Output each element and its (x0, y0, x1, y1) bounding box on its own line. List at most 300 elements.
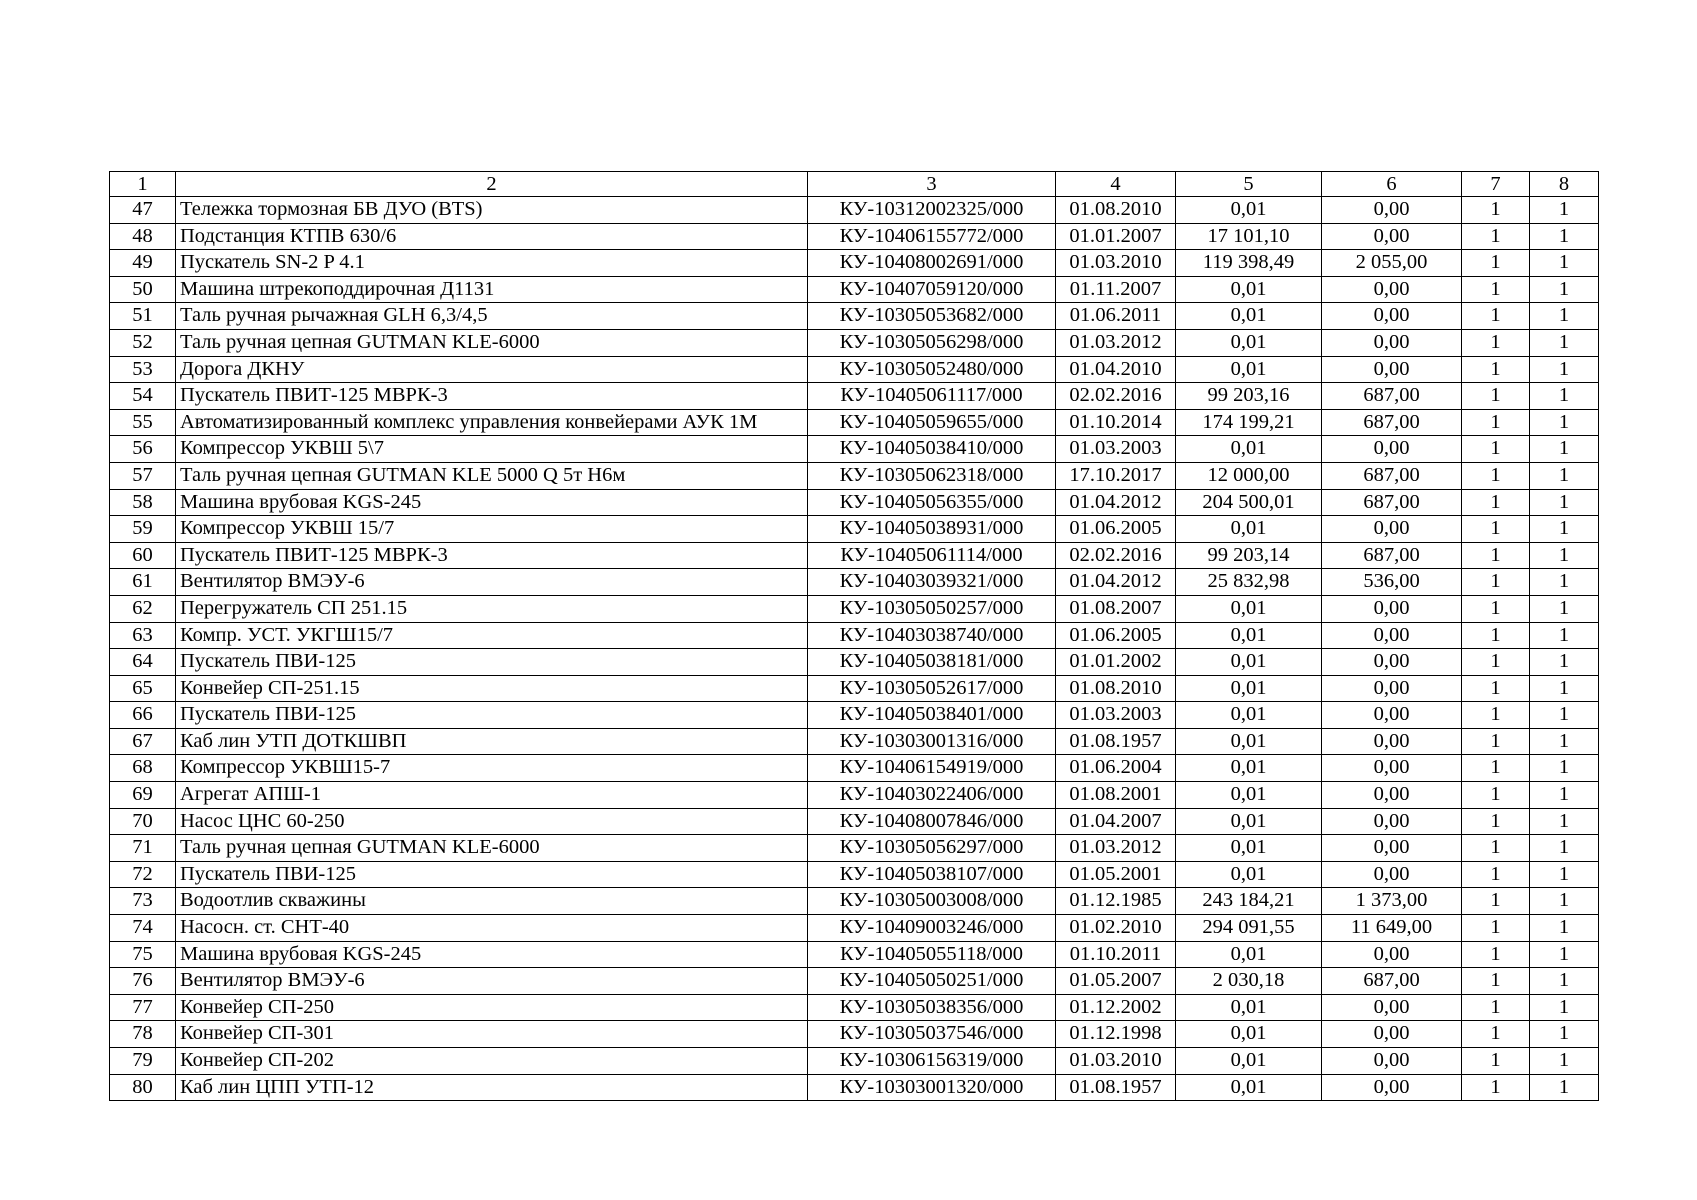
cost-cell: 0,01 (1176, 1074, 1322, 1101)
inventory-code-cell: КУ-10405061117/000 (808, 383, 1056, 410)
inventory-code-cell: КУ-10303001320/000 (808, 1074, 1056, 1101)
name-cell: Пускатель ПВИ-125 (176, 702, 808, 729)
date-cell: 17.10.2017 (1056, 462, 1176, 489)
col7-cell: 1 (1462, 276, 1530, 303)
col7-cell: 1 (1462, 888, 1530, 915)
table-row (110, 223, 1599, 250)
date-cell: 01.08.1957 (1056, 1074, 1176, 1101)
name-cell: Пускатель SN-2 P 4.1 (176, 250, 808, 277)
row-number-cell: 77 (110, 994, 176, 1021)
inventory-code-cell: КУ-10305003008/000 (808, 888, 1056, 915)
date-cell: 01.08.1957 (1056, 728, 1176, 755)
col8-cell: 1 (1530, 968, 1599, 995)
table-row (110, 1074, 1599, 1101)
col8-cell: 1 (1530, 808, 1599, 835)
table-row (110, 702, 1599, 729)
cost-cell: 12 000,00 (1176, 462, 1322, 489)
table-row (110, 276, 1599, 303)
date-cell: 01.04.2010 (1056, 356, 1176, 383)
inventory-code-cell: КУ-10406155772/000 (808, 223, 1056, 250)
date-cell: 01.10.2014 (1056, 409, 1176, 436)
value-cell: 0,00 (1322, 728, 1462, 755)
col8-cell: 1 (1530, 356, 1599, 383)
cost-cell: 0,01 (1176, 941, 1322, 968)
col8-cell: 1 (1530, 542, 1599, 569)
col8-cell: 1 (1530, 835, 1599, 862)
row-number-cell: 52 (110, 329, 176, 356)
col8-cell: 1 (1530, 861, 1599, 888)
table-row (110, 835, 1599, 862)
row-number-cell: 54 (110, 383, 176, 410)
table-row (110, 915, 1599, 942)
col8-cell: 1 (1530, 276, 1599, 303)
table-row (110, 383, 1599, 410)
col7-cell: 1 (1462, 595, 1530, 622)
inventory-code-cell: КУ-10306156319/000 (808, 1048, 1056, 1075)
col8-cell: 1 (1530, 303, 1599, 330)
cost-cell: 0,01 (1176, 861, 1322, 888)
date-cell: 01.12.2002 (1056, 994, 1176, 1021)
table-row (110, 755, 1599, 782)
table-row (110, 941, 1599, 968)
col8-cell: 1 (1530, 728, 1599, 755)
col8-cell: 1 (1530, 197, 1599, 224)
col7-cell: 1 (1462, 968, 1530, 995)
value-cell: 687,00 (1322, 542, 1462, 569)
cost-cell: 0,01 (1176, 835, 1322, 862)
table-row (110, 542, 1599, 569)
table-body (110, 172, 1599, 1101)
table-row (110, 250, 1599, 277)
value-cell: 0,00 (1322, 755, 1462, 782)
row-number-cell: 48 (110, 223, 176, 250)
col8-cell: 1 (1530, 516, 1599, 543)
column-header: 2 (176, 172, 808, 197)
value-cell: 687,00 (1322, 968, 1462, 995)
name-cell: Подстанция КТПВ 630/6 (176, 223, 808, 250)
cost-cell: 243 184,21 (1176, 888, 1322, 915)
row-number-cell: 75 (110, 941, 176, 968)
col7-cell: 1 (1462, 649, 1530, 676)
date-cell: 01.03.2003 (1056, 702, 1176, 729)
cost-cell: 204 500,01 (1176, 489, 1322, 516)
date-cell: 02.02.2016 (1056, 383, 1176, 410)
date-cell: 01.06.2004 (1056, 755, 1176, 782)
col7-cell: 1 (1462, 808, 1530, 835)
cost-cell: 99 203,16 (1176, 383, 1322, 410)
row-number-cell: 73 (110, 888, 176, 915)
row-number-cell: 78 (110, 1021, 176, 1048)
name-cell: Тележка тормозная БВ ДУО (BTS) (176, 197, 808, 224)
value-cell: 687,00 (1322, 409, 1462, 436)
cost-cell: 294 091,55 (1176, 915, 1322, 942)
date-cell: 01.08.2007 (1056, 595, 1176, 622)
date-cell: 01.02.2010 (1056, 915, 1176, 942)
cost-cell: 99 203,14 (1176, 542, 1322, 569)
col7-cell: 1 (1462, 1048, 1530, 1075)
cost-cell: 174 199,21 (1176, 409, 1322, 436)
value-cell: 0,00 (1322, 1074, 1462, 1101)
column-header: 5 (1176, 172, 1322, 197)
value-cell: 687,00 (1322, 383, 1462, 410)
col7-cell: 1 (1462, 702, 1530, 729)
inventory-code-cell: КУ-10305062318/000 (808, 462, 1056, 489)
name-cell: Перегружатель СП 251.15 (176, 595, 808, 622)
inventory-code-cell: КУ-10305038356/000 (808, 994, 1056, 1021)
col8-cell: 1 (1530, 1074, 1599, 1101)
row-number-cell: 62 (110, 595, 176, 622)
row-number-cell: 72 (110, 861, 176, 888)
table-row (110, 303, 1599, 330)
cost-cell: 0,01 (1176, 994, 1322, 1021)
value-cell: 0,00 (1322, 782, 1462, 809)
cost-cell: 0,01 (1176, 728, 1322, 755)
value-cell: 536,00 (1322, 569, 1462, 596)
date-cell: 01.03.2003 (1056, 436, 1176, 463)
date-cell: 01.01.2002 (1056, 649, 1176, 676)
col8-cell: 1 (1530, 223, 1599, 250)
name-cell: Компрессор УКВШ15-7 (176, 755, 808, 782)
name-cell: Компрессор УКВШ 15/7 (176, 516, 808, 543)
inventory-code-cell: КУ-10407059120/000 (808, 276, 1056, 303)
row-number-cell: 56 (110, 436, 176, 463)
col7-cell: 1 (1462, 409, 1530, 436)
value-cell: 1 373,00 (1322, 888, 1462, 915)
col7-cell: 1 (1462, 755, 1530, 782)
row-number-cell: 79 (110, 1048, 176, 1075)
inventory-code-cell: КУ-10405061114/000 (808, 542, 1056, 569)
inventory-code-cell: КУ-10405056355/000 (808, 489, 1056, 516)
col7-cell: 1 (1462, 329, 1530, 356)
col7-cell: 1 (1462, 489, 1530, 516)
col8-cell: 1 (1530, 436, 1599, 463)
inventory-code-cell: КУ-10305037546/000 (808, 1021, 1056, 1048)
col7-cell: 1 (1462, 250, 1530, 277)
inventory-code-cell: КУ-10312002325/000 (808, 197, 1056, 224)
col7-cell: 1 (1462, 462, 1530, 489)
col8-cell: 1 (1530, 409, 1599, 436)
cost-cell: 0,01 (1176, 1048, 1322, 1075)
date-cell: 01.08.2010 (1056, 197, 1176, 224)
cost-cell: 2 030,18 (1176, 968, 1322, 995)
date-cell: 01.03.2010 (1056, 1048, 1176, 1075)
value-cell: 0,00 (1322, 649, 1462, 676)
inventory-code-cell: КУ-10305050257/000 (808, 595, 1056, 622)
value-cell: 0,00 (1322, 436, 1462, 463)
date-cell: 01.06.2005 (1056, 516, 1176, 543)
cost-cell: 0,01 (1176, 595, 1322, 622)
inventory-table (109, 171, 1599, 1101)
col8-cell: 1 (1530, 1021, 1599, 1048)
col7-cell: 1 (1462, 516, 1530, 543)
cost-cell: 25 832,98 (1176, 569, 1322, 596)
col8-cell: 1 (1530, 622, 1599, 649)
date-cell: 02.02.2016 (1056, 542, 1176, 569)
col8-cell: 1 (1530, 888, 1599, 915)
name-cell: Каб лин ЦПП УТП-12 (176, 1074, 808, 1101)
col7-cell: 1 (1462, 835, 1530, 862)
date-cell: 01.04.2012 (1056, 489, 1176, 516)
col8-cell: 1 (1530, 915, 1599, 942)
value-cell: 0,00 (1322, 1021, 1462, 1048)
col7-cell: 1 (1462, 383, 1530, 410)
value-cell: 0,00 (1322, 675, 1462, 702)
cost-cell: 119 398,49 (1176, 250, 1322, 277)
date-cell: 01.04.2007 (1056, 808, 1176, 835)
col8-cell: 1 (1530, 1048, 1599, 1075)
column-header: 3 (808, 172, 1056, 197)
row-number-cell: 65 (110, 675, 176, 702)
row-number-cell: 59 (110, 516, 176, 543)
row-number-cell: 76 (110, 968, 176, 995)
col7-cell: 1 (1462, 436, 1530, 463)
inventory-code-cell: КУ-10405055118/000 (808, 941, 1056, 968)
col7-cell: 1 (1462, 941, 1530, 968)
inventory-code-cell: КУ-10305052617/000 (808, 675, 1056, 702)
col8-cell: 1 (1530, 250, 1599, 277)
date-cell: 01.03.2012 (1056, 329, 1176, 356)
inventory-code-cell: КУ-10403038740/000 (808, 622, 1056, 649)
date-cell: 01.03.2012 (1056, 835, 1176, 862)
value-cell: 0,00 (1322, 223, 1462, 250)
col7-cell: 1 (1462, 861, 1530, 888)
col8-cell: 1 (1530, 329, 1599, 356)
table-row (110, 1021, 1599, 1048)
row-number-cell: 63 (110, 622, 176, 649)
inventory-code-cell: КУ-10303001316/000 (808, 728, 1056, 755)
col7-cell: 1 (1462, 994, 1530, 1021)
row-number-cell: 67 (110, 728, 176, 755)
table-row (110, 888, 1599, 915)
date-cell: 01.08.2010 (1056, 675, 1176, 702)
value-cell: 11 649,00 (1322, 915, 1462, 942)
date-cell: 01.06.2005 (1056, 622, 1176, 649)
cost-cell: 17 101,10 (1176, 223, 1322, 250)
table-row (110, 649, 1599, 676)
name-cell: Агрегат АПШ-1 (176, 782, 808, 809)
date-cell: 01.05.2007 (1056, 968, 1176, 995)
table-row (110, 808, 1599, 835)
col8-cell: 1 (1530, 782, 1599, 809)
name-cell: Таль ручная цепная GUTMAN KLE-6000 (176, 329, 808, 356)
table-row (110, 675, 1599, 702)
cost-cell: 0,01 (1176, 702, 1322, 729)
col8-cell: 1 (1530, 675, 1599, 702)
table-row (110, 622, 1599, 649)
date-cell: 01.12.1998 (1056, 1021, 1176, 1048)
column-header: 1 (110, 172, 176, 197)
column-header: 7 (1462, 172, 1530, 197)
cost-cell: 0,01 (1176, 649, 1322, 676)
value-cell: 0,00 (1322, 276, 1462, 303)
name-cell: Конвейер СП-251.15 (176, 675, 808, 702)
table-row (110, 329, 1599, 356)
row-number-cell: 61 (110, 569, 176, 596)
row-number-cell: 55 (110, 409, 176, 436)
col8-cell: 1 (1530, 994, 1599, 1021)
value-cell: 0,00 (1322, 808, 1462, 835)
table-row (110, 782, 1599, 809)
cost-cell: 0,01 (1176, 276, 1322, 303)
name-cell: Машина штрекоподдирочная Д1131 (176, 276, 808, 303)
value-cell: 0,00 (1322, 702, 1462, 729)
col8-cell: 1 (1530, 595, 1599, 622)
value-cell: 687,00 (1322, 462, 1462, 489)
name-cell: Конвейер СП-301 (176, 1021, 808, 1048)
value-cell: 0,00 (1322, 356, 1462, 383)
col8-cell: 1 (1530, 941, 1599, 968)
table-header-row (110, 172, 1599, 197)
inventory-code-cell: КУ-10405038410/000 (808, 436, 1056, 463)
value-cell: 0,00 (1322, 622, 1462, 649)
name-cell: Таль ручная цепная GUTMAN KLE 5000 Q 5т Н6м (176, 462, 808, 489)
column-header: 6 (1322, 172, 1462, 197)
col7-cell: 1 (1462, 915, 1530, 942)
value-cell: 0,00 (1322, 994, 1462, 1021)
inventory-code-cell: КУ-10405038931/000 (808, 516, 1056, 543)
row-number-cell: 50 (110, 276, 176, 303)
col7-cell: 1 (1462, 356, 1530, 383)
row-number-cell: 80 (110, 1074, 176, 1101)
name-cell: Конвейер СП-250 (176, 994, 808, 1021)
table-row (110, 968, 1599, 995)
row-number-cell: 60 (110, 542, 176, 569)
table-row (110, 861, 1599, 888)
name-cell: Пускатель ПВИТ-125 МВРК-3 (176, 383, 808, 410)
inventory-code-cell: КУ-10305053682/000 (808, 303, 1056, 330)
name-cell: Компр. УСТ. УКГШ15/7 (176, 622, 808, 649)
table-row (110, 356, 1599, 383)
table-row (110, 462, 1599, 489)
date-cell: 01.12.1985 (1056, 888, 1176, 915)
row-number-cell: 68 (110, 755, 176, 782)
cost-cell: 0,01 (1176, 303, 1322, 330)
table-row (110, 728, 1599, 755)
cost-cell: 0,01 (1176, 516, 1322, 543)
row-number-cell: 64 (110, 649, 176, 676)
inventory-code-cell: КУ-10405050251/000 (808, 968, 1056, 995)
col7-cell: 1 (1462, 728, 1530, 755)
inventory-code-cell: КУ-10405059655/000 (808, 409, 1056, 436)
col7-cell: 1 (1462, 569, 1530, 596)
row-number-cell: 47 (110, 197, 176, 224)
inventory-code-cell: КУ-10408002691/000 (808, 250, 1056, 277)
value-cell: 2 055,00 (1322, 250, 1462, 277)
inventory-code-cell: КУ-10405038401/000 (808, 702, 1056, 729)
date-cell: 01.10.2011 (1056, 941, 1176, 968)
value-cell: 0,00 (1322, 941, 1462, 968)
name-cell: Машина врубовая KGS-245 (176, 489, 808, 516)
table-row (110, 489, 1599, 516)
cost-cell: 0,01 (1176, 755, 1322, 782)
inventory-code-cell: КУ-10305056297/000 (808, 835, 1056, 862)
row-number-cell: 71 (110, 835, 176, 862)
value-cell: 0,00 (1322, 835, 1462, 862)
row-number-cell: 66 (110, 702, 176, 729)
row-number-cell: 69 (110, 782, 176, 809)
col8-cell: 1 (1530, 383, 1599, 410)
date-cell: 01.06.2011 (1056, 303, 1176, 330)
value-cell: 687,00 (1322, 489, 1462, 516)
table-row (110, 436, 1599, 463)
name-cell: Пускатель ПВИТ-125 МВРК-3 (176, 542, 808, 569)
cost-cell: 0,01 (1176, 329, 1322, 356)
name-cell: Компрессор УКВШ 5\7 (176, 436, 808, 463)
row-number-cell: 51 (110, 303, 176, 330)
col8-cell: 1 (1530, 702, 1599, 729)
row-number-cell: 74 (110, 915, 176, 942)
name-cell: Насосн. ст. СНТ-40 (176, 915, 808, 942)
value-cell: 0,00 (1322, 303, 1462, 330)
col7-cell: 1 (1462, 1021, 1530, 1048)
name-cell: Автоматизированный комплекс управления конвейерами АУК 1М (176, 409, 808, 436)
inventory-code-cell: КУ-10405038181/000 (808, 649, 1056, 676)
table-row (110, 516, 1599, 543)
name-cell: Насос ЦНС 60-250 (176, 808, 808, 835)
name-cell: Вентилятор ВМЭУ-6 (176, 569, 808, 596)
row-number-cell: 49 (110, 250, 176, 277)
column-header: 8 (1530, 172, 1599, 197)
inventory-code-cell: КУ-10405038107/000 (808, 861, 1056, 888)
value-cell: 0,00 (1322, 516, 1462, 543)
table-row (110, 197, 1599, 224)
col8-cell: 1 (1530, 489, 1599, 516)
name-cell: Водоотлив скважины (176, 888, 808, 915)
row-number-cell: 53 (110, 356, 176, 383)
name-cell: Конвейер СП-202 (176, 1048, 808, 1075)
cost-cell: 0,01 (1176, 1021, 1322, 1048)
cost-cell: 0,01 (1176, 808, 1322, 835)
table-row (110, 1048, 1599, 1075)
cost-cell: 0,01 (1176, 436, 1322, 463)
inventory-code-cell: КУ-10305056298/000 (808, 329, 1056, 356)
row-number-cell: 58 (110, 489, 176, 516)
col7-cell: 1 (1462, 675, 1530, 702)
col7-cell: 1 (1462, 223, 1530, 250)
table-row (110, 994, 1599, 1021)
date-cell: 01.05.2001 (1056, 861, 1176, 888)
col7-cell: 1 (1462, 1074, 1530, 1101)
inventory-code-cell: КУ-10406154919/000 (808, 755, 1056, 782)
name-cell: Пускатель ПВИ-125 (176, 649, 808, 676)
col7-cell: 1 (1462, 622, 1530, 649)
value-cell: 0,00 (1322, 595, 1462, 622)
table-row (110, 595, 1599, 622)
inventory-code-cell: КУ-10305052480/000 (808, 356, 1056, 383)
cost-cell: 0,01 (1176, 675, 1322, 702)
name-cell: Машина врубовая KGS-245 (176, 941, 808, 968)
inventory-code-cell: КУ-10403022406/000 (808, 782, 1056, 809)
cost-cell: 0,01 (1176, 782, 1322, 809)
table-row (110, 409, 1599, 436)
inventory-code-cell: КУ-10403039321/000 (808, 569, 1056, 596)
name-cell: Таль ручная рычажная GLH 6,3/4,5 (176, 303, 808, 330)
name-cell: Каб лин УТП ДОТКШВП (176, 728, 808, 755)
row-number-cell: 57 (110, 462, 176, 489)
date-cell: 01.08.2001 (1056, 782, 1176, 809)
name-cell: Дорога ДКНУ (176, 356, 808, 383)
value-cell: 0,00 (1322, 1048, 1462, 1075)
inventory-code-cell: КУ-10408007846/000 (808, 808, 1056, 835)
col8-cell: 1 (1530, 649, 1599, 676)
value-cell: 0,00 (1322, 861, 1462, 888)
col8-cell: 1 (1530, 569, 1599, 596)
inventory-code-cell: КУ-10409003246/000 (808, 915, 1056, 942)
table-row (110, 569, 1599, 596)
date-cell: 01.11.2007 (1056, 276, 1176, 303)
name-cell: Пускатель ПВИ-125 (176, 861, 808, 888)
column-header: 4 (1056, 172, 1176, 197)
